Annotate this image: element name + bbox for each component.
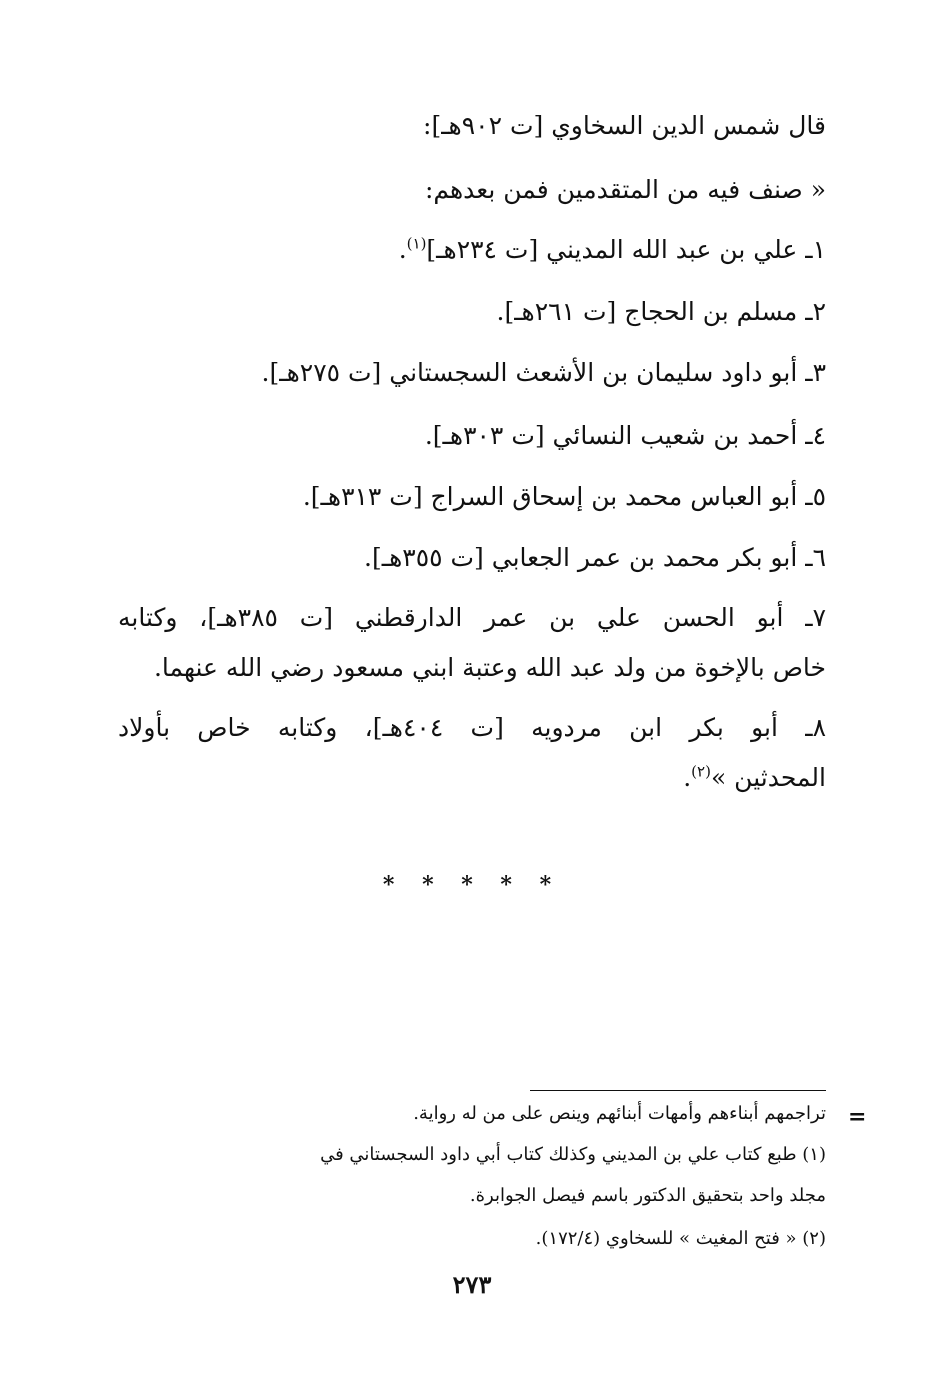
body-line-7: ٥ـ أبو العباس محمد بن إسحاق السراج [ت ٣١٣هـ]. [302,482,826,511]
footnote-line-4: (٢) « فتح المغيث » للسخاوي (١٧٢/٤). [535,1228,826,1249]
body-line-12 [683,760,826,796]
body-line-1: قال شمس الدين السخاوي [ت ٩٠٢هـ]: [423,111,826,140]
body-line-5: ٣ـ أبو داود سليمان بن الأشعث السجستاني [ت ٢٧٥هـ]. [261,358,826,387]
body-line-2: « صنف فيه من المتقدمين فمن بعدهم: [424,175,826,204]
body-line-6: ٤ـ أحمد بن شعيب النسائي [ت ٣٠٣هـ]. [424,421,826,450]
body-line-8: ٦ـ أبو بكر محمد بن عمر الجعابي [ت ٣٥٥هـ]. [364,543,826,572]
body-line-12-text: المحدثين » [710,763,826,792]
footnote-continuation-mark: = [848,1104,867,1130]
body-line-3-end: . [398,235,407,264]
body-line-12-end: . [683,763,692,792]
footnote-line-1: تراجمهم أبناءهم وأمهات أبنائهم وينص على من له رواية. [413,1103,826,1124]
page-number: ٢٧٣ [452,1270,492,1299]
body-line-4: ٢ـ مسلم بن الحجاج [ت ٢٦١هـ]. [496,297,826,326]
footnote-ref-1: (١) [406,234,427,253]
footnote-rule [530,1090,826,1091]
section-separator: * * * * * [382,872,562,898]
body-line-3 [399,232,826,268]
body-line-11: ٨ـ أبو بكر ابن مردويه [ت ٤٠٤هـ]، وكتابه خاص بأولاد [118,713,826,742]
body-line-3-text: ١ـ علي بن عبد الله المديني [ت ٢٣٤هـ] [426,235,826,264]
footnote-line-2: (١) طبع كتاب علي بن المديني وكذلك كتاب أبي داود السجستاني في [320,1144,826,1165]
footnote-line-3: مجلد واحد بتحقيق الدكتور باسم فيصل الجوابرة. [469,1185,826,1206]
footnote-ref-2: (٢) [691,762,711,781]
body-line-9: ٧ـ أبو الحسن علي بن عمر الدارقطني [ت ٣٨٥هـ]، وكتابه [118,603,826,632]
body-line-10: خاص بالإخوة من ولد عبد الله وعتبة ابني مسعود رضي الله عنهما. [153,653,826,682]
